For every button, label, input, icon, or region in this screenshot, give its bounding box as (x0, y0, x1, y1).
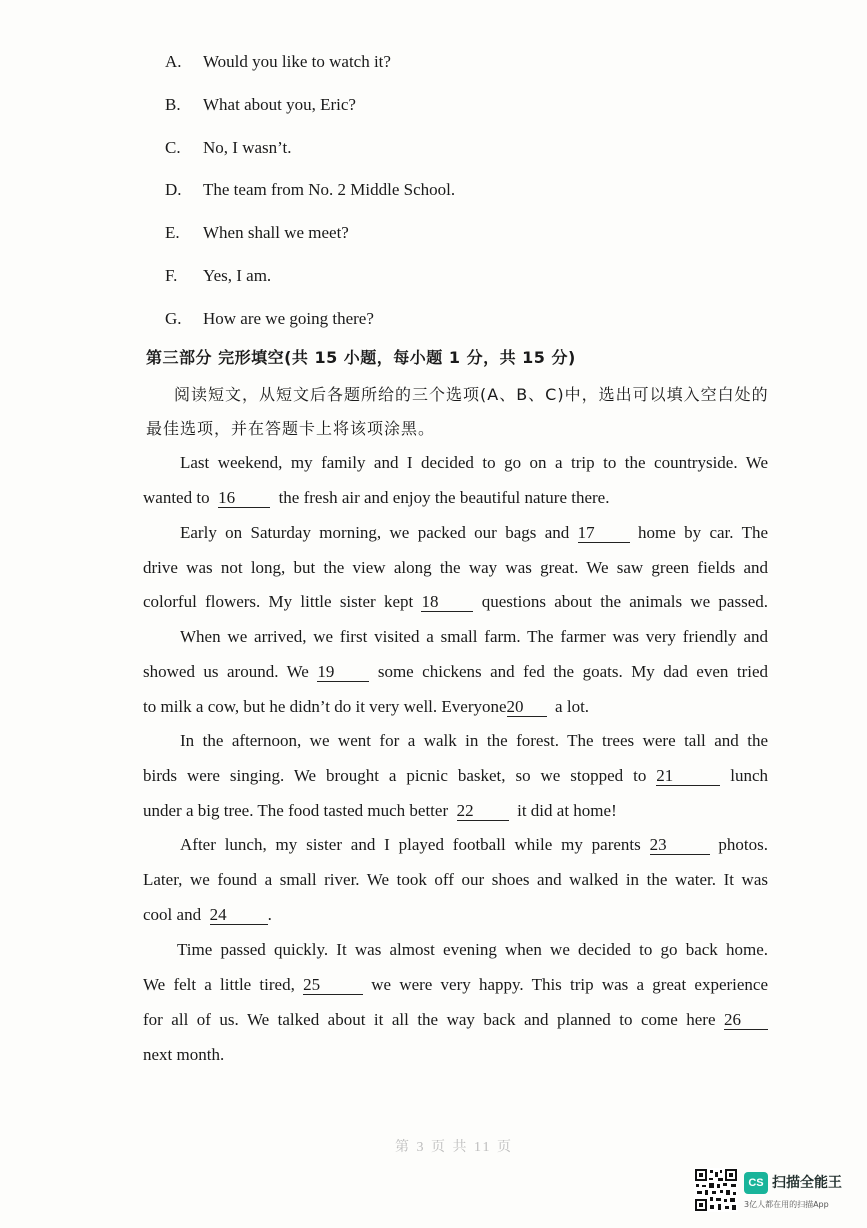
option-text: When shall we meet? (203, 223, 349, 242)
passage-line (143, 1009, 768, 1031)
passage-text: questions about the animals we passed. (481, 592, 769, 611)
passage-line (177, 939, 768, 961)
option-letter: F. (165, 266, 178, 285)
scanner-tagline: 3亿人都在用的扫描App (744, 1200, 829, 1209)
option-letter: B. (165, 95, 181, 114)
passage-line (143, 1044, 768, 1066)
passage-line (143, 800, 768, 822)
passage-text: Last weekend, my family and I decided to go on a trip to the countryside. We (180, 453, 768, 472)
passage-text: colorful flowers. My little sister kept (143, 592, 414, 611)
blank-18: 18 (421, 593, 473, 612)
option-text: No, I wasn’t. (203, 138, 292, 157)
passage-line (143, 591, 768, 613)
blank-16: 16 (218, 489, 270, 508)
passage-text: wanted to (143, 488, 210, 507)
option-letter: A. (165, 52, 182, 71)
passage-text: drive was not long, but the view along the way was great. We saw green fields and (143, 558, 768, 577)
option-text: Would you like to watch it? (203, 52, 391, 71)
passage-text: next month. (143, 1045, 225, 1064)
option-f (165, 265, 271, 287)
option-letter: G. (165, 309, 182, 328)
passage-text: Later, we found a small river. We took off our shoes and walked in the water. It was (143, 870, 768, 889)
passage-text: In the afternoon, we went for a walk in the forest. The trees were tall and the (180, 731, 768, 750)
passage-text: photos. (718, 835, 768, 854)
passage-text: . (267, 905, 272, 924)
passage-line (180, 452, 768, 474)
section-instructions: 阅读短文，从短文后各题所给的三个选项(A、B、C)中，选出可以填入空白处的最佳选项，并在答题卡上将该项涂黑。 (146, 385, 769, 438)
option-c (165, 137, 291, 159)
camscanner-logo-icon: CS (744, 1172, 768, 1194)
blank-22: 22 (457, 802, 509, 821)
passage-line (180, 834, 768, 856)
passage-text: a lot. (555, 697, 590, 716)
passage-line (143, 904, 768, 926)
passage-line (143, 974, 768, 996)
passage-line (180, 626, 768, 648)
option-d (165, 179, 455, 201)
option-g (165, 308, 374, 330)
option-text: What about you, Eric? (203, 95, 356, 114)
passage-text: under a big tree. The food tasted much better (143, 801, 449, 820)
passage-line (143, 487, 768, 509)
passage-line (180, 522, 768, 544)
passage-text: home by car. The (637, 523, 768, 542)
passage-text: we were very happy. This trip was a great experience (371, 975, 769, 994)
passage-text: When we arrived, we first visited a small farm. The farmer was very friendly and (180, 627, 768, 646)
blank-23: 23 (650, 836, 710, 855)
blank-25: 25 (303, 976, 363, 995)
passage-line (143, 557, 768, 579)
qr-code-icon (694, 1168, 738, 1212)
blank-21: 21 (656, 767, 720, 786)
passage-text: birds were singing. We brought a picnic basket, so we stopped to (143, 766, 647, 785)
option-letter: E. (165, 223, 180, 242)
scanner-brand: 扫描全能王 (772, 1175, 842, 1191)
passage-text: showed us around. We (143, 662, 309, 681)
passage-line (180, 730, 768, 752)
option-b (165, 94, 356, 116)
passage-line (143, 765, 768, 787)
passage-line (143, 869, 768, 891)
option-e (165, 222, 349, 244)
passage-line (143, 661, 768, 683)
section-title: 第三部分 完形填空(共 15 小题，每小题 1 分，共 15 分) (146, 348, 576, 367)
page-number: 第 3 页 共 11 页 (395, 1140, 513, 1155)
passage-line (143, 696, 768, 718)
passage-text: it did at home! (517, 801, 617, 820)
passage-text: some chickens and fed the goats. My dad even tried (377, 662, 769, 681)
passage-text: After lunch, my sister and I played football while my parents (180, 835, 641, 854)
blank-26: 26 (724, 1011, 768, 1030)
option-letter: D. (165, 180, 182, 199)
blank-17: 17 (578, 524, 630, 543)
blank-24: 24 (210, 906, 268, 925)
option-text: How are we going there? (203, 309, 374, 328)
passage-text: We felt a little tired, (143, 975, 295, 994)
option-text: Yes, I am. (203, 266, 272, 285)
option-letter: C. (165, 138, 181, 157)
passage-text: for all of us. We talked about it all the way back and planned to come here (143, 1010, 716, 1029)
option-text: The team from No. 2 Middle School. (203, 180, 456, 199)
passage-text: the fresh air and enjoy the beautiful nature there. (278, 488, 610, 507)
passage-text: lunch (730, 766, 769, 785)
passage-text: Early on Saturday morning, we packed our bags and (180, 523, 570, 542)
passage-text: Time passed quickly. It was almost evening when we decided to go back home. (177, 940, 768, 959)
blank-20: 20 (507, 698, 547, 717)
passage-text: to milk a cow, but he didn’t do it very well. Everyone (143, 697, 507, 716)
passage-text: cool and (143, 905, 202, 924)
option-a (165, 51, 391, 73)
blank-19: 19 (317, 663, 369, 682)
